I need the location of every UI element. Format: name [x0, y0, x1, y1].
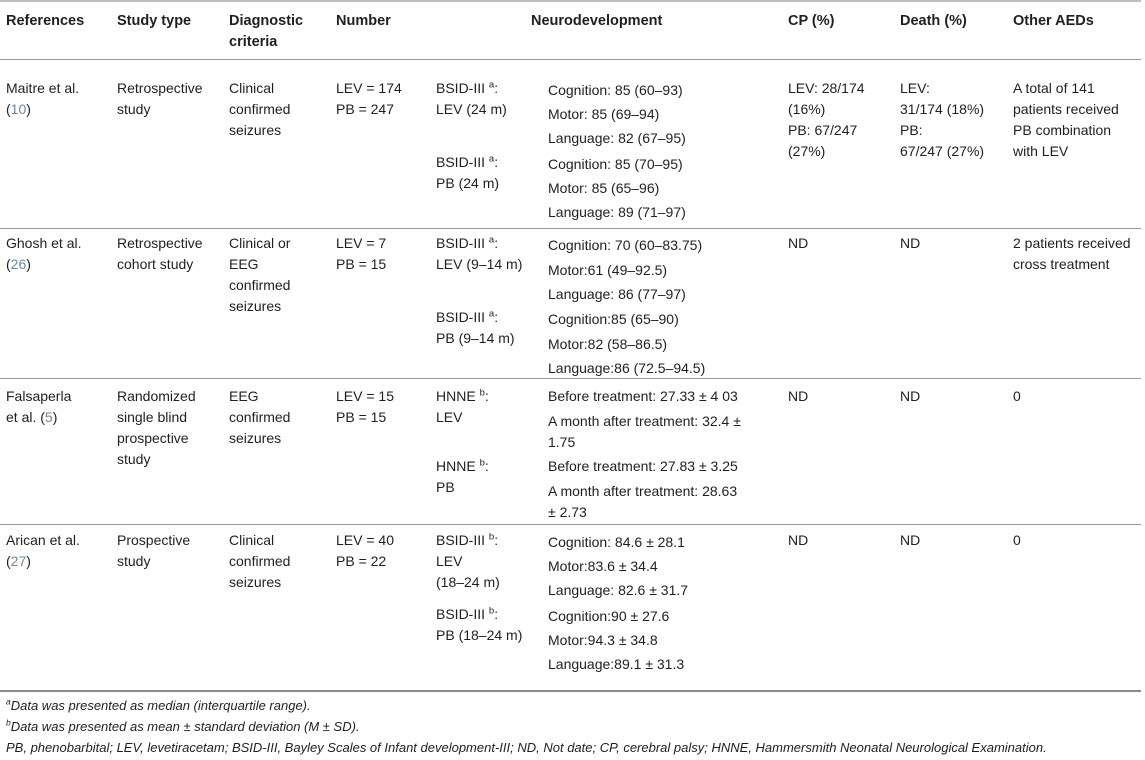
cell-number	[336, 233, 386, 275]
cell-criteria	[229, 233, 290, 317]
footnote-b: $^b$Data was presented as mean ± standard deviation (M ± SD).	[6, 717, 360, 734]
cell-reference	[6, 530, 80, 572]
cell-criteria	[229, 386, 290, 449]
death-line: 67/247 (27%)	[900, 143, 985, 159]
criteria-line: Clinical	[229, 80, 275, 96]
other-line: 2 patients received	[1013, 235, 1131, 251]
outcome-line: Motor:83.6 ± 34.4	[548, 558, 658, 574]
instrument-group: PB (9–14 m)	[436, 330, 515, 346]
outcome-line: Language:89.1 ± 31.3	[548, 656, 685, 672]
criteria-line: EEG	[229, 388, 259, 404]
instrument-label: BSID-III $^b$:	[436, 605, 499, 622]
table-bottom-rule	[0, 690, 1141, 692]
outcome-line: A month after treatment: 28.63	[548, 483, 738, 499]
footnote-a: $^a$Data was presented as median (interquartile range).	[6, 696, 311, 713]
cell-instrument	[436, 307, 515, 349]
header-references: References	[6, 13, 85, 29]
header-diagnostic-line: criteria	[229, 34, 278, 50]
number-line: PB = 15	[336, 256, 387, 272]
cell-instrument	[436, 152, 499, 194]
outcome-line: ± 2.73	[548, 504, 587, 520]
reference-name: Falsaperla	[6, 388, 72, 404]
cell-instrument	[436, 530, 500, 593]
outcome-line: Motor: 85 (65–96)	[548, 180, 660, 196]
cell-outcomes	[548, 78, 686, 150]
criteria-line: seizures	[229, 430, 282, 446]
cell-outcomes	[548, 604, 684, 676]
number-line: PB = 22	[336, 553, 387, 569]
outcome-line: A month after treatment: 32.4 ±	[548, 413, 741, 429]
outcome-line: Motor: 85 (69–94)	[548, 106, 660, 122]
cell-study-type	[117, 233, 203, 275]
cell-instrument	[436, 604, 522, 646]
study-type-line: Retrospective	[117, 80, 203, 96]
outcome-line: Language:86 (72.5–94.5)	[548, 360, 706, 376]
criteria-line: seizures	[229, 298, 282, 314]
criteria-line: Clinical	[229, 532, 275, 548]
cp-line: LEV: 28/174	[788, 80, 865, 96]
cell-outcomes	[548, 386, 741, 453]
death-line: 31/174 (18%)	[900, 101, 985, 117]
outcome-line: Before treatment: 27.83 ± 3.25	[548, 458, 738, 474]
header-death: Death (%)	[900, 13, 967, 29]
outcome-line: Cognition:90 ± 27.6	[548, 608, 670, 624]
cell-reference	[6, 78, 79, 120]
instrument-label: HNNE $^b$:	[436, 387, 489, 404]
outcome-line: Language: 89 (71–97)	[548, 204, 686, 220]
criteria-line: seizures	[229, 122, 282, 138]
cell-other-aeds	[1013, 78, 1119, 162]
outcome-line: Before treatment: 27.33 ± 4 03	[548, 388, 738, 404]
cell-study-type	[117, 78, 203, 120]
study-type-line: study	[117, 451, 151, 467]
cell-cp: ND	[788, 532, 809, 548]
death-line: PB:	[900, 122, 923, 138]
cell-instrument	[436, 78, 507, 120]
header-cp: CP (%)	[788, 13, 835, 29]
cell-outcomes	[548, 530, 688, 602]
reference-name: Maitre et al.	[6, 80, 80, 96]
cell-number	[336, 78, 402, 120]
cell-outcomes	[548, 233, 702, 307]
outcome-line: 1.75	[548, 434, 576, 450]
study-type-line: single blind	[117, 409, 188, 425]
cell-study-type	[117, 386, 196, 470]
citation-number: 5	[44, 409, 53, 425]
header-study-type: Study type	[117, 13, 192, 29]
cp-line: (27%)	[788, 143, 826, 159]
header-diagnostic-criteria	[229, 11, 303, 53]
citation-number: 27	[10, 553, 27, 569]
other-line: PB combination	[1013, 122, 1112, 138]
criteria-line: Clinical or	[229, 235, 291, 251]
study-type-line: Prospective	[117, 532, 191, 548]
study-type-line: study	[117, 553, 151, 569]
outcome-line: Language: 82.6 ± 31.7	[548, 582, 689, 598]
criteria-line: confirmed	[229, 277, 291, 293]
cell-study-type	[117, 530, 190, 572]
cell-cp: ND	[788, 235, 809, 251]
study-type-line: Retrospective	[117, 235, 203, 251]
cell-death: ND	[900, 388, 921, 404]
instrument-group: LEV	[436, 409, 463, 425]
number-line: LEV = 174	[336, 80, 402, 96]
study-type-line: prospective	[117, 430, 189, 446]
study-type-line: study	[117, 101, 151, 117]
cell-other-aeds: 0	[1013, 532, 1021, 548]
header-rule	[0, 59, 1141, 60]
other-line: cross treatment	[1013, 256, 1110, 272]
instrument-group: PB	[436, 479, 455, 495]
reference-citation: et al. (5)	[6, 409, 58, 425]
cell-number	[336, 386, 394, 428]
footnote-abbreviations: PB, phenobarbital; LEV, levetiracetam; BSID-III, Bayley Scales of Infant development-III; ND, Not date; CP, cerebral palsy; HNNE, Hammersmith Neonatal Neurological Examination.	[6, 740, 1047, 755]
instrument-label: HNNE $^b$:	[436, 457, 489, 474]
instrument-label: BSID-III $^a$:	[436, 234, 499, 251]
instrument-label: BSID-III $^a$:	[436, 79, 499, 96]
citation-number: 10	[10, 101, 27, 117]
outcome-line: Cognition: 85 (70–95)	[548, 156, 683, 172]
cell-instrument	[436, 233, 522, 275]
outcome-line: Language: 86 (77–97)	[548, 286, 686, 302]
criteria-line: EEG	[229, 256, 259, 272]
death-line: LEV:	[900, 80, 930, 96]
number-line: LEV = 15	[336, 388, 394, 404]
cp-line: PB: 67/247	[788, 122, 858, 138]
cell-reference	[6, 233, 82, 275]
outcome-line: Motor:94.3 ± 34.8	[548, 632, 658, 648]
number-line: PB = 15	[336, 409, 387, 425]
reference-name: Arican et al.	[6, 532, 80, 548]
cell-outcomes	[548, 456, 738, 523]
row-divider	[0, 228, 1141, 229]
cell-death: ND	[900, 235, 921, 251]
instrument-group: PB (24 m)	[436, 175, 500, 191]
top-rule	[0, 0, 1141, 2]
cell-instrument	[436, 456, 489, 498]
header-other-aeds: Other AEDs	[1013, 13, 1094, 29]
outcome-line: Motor:82 (58–86.5)	[548, 335, 668, 352]
cell-other-aeds	[1013, 233, 1131, 275]
instrument-group: PB (18–24 m)	[436, 627, 523, 643]
other-line: patients received	[1013, 101, 1119, 117]
cell-criteria	[229, 78, 290, 141]
cell-outcomes	[548, 152, 686, 224]
outcome-line: Language: 82 (67–95)	[548, 130, 686, 146]
header-number: Number	[336, 13, 391, 29]
instrument-group: LEV (9–14 m)	[436, 256, 523, 272]
outcome-line: Cognition: 84.6 ± 28.1	[548, 534, 685, 550]
outcome-line: Motor:61 (49–92.5)	[548, 261, 668, 278]
cell-number	[336, 530, 394, 572]
other-line: A total of 141	[1013, 80, 1095, 96]
criteria-line: confirmed	[229, 409, 291, 425]
cell-instrument	[436, 386, 489, 428]
study-type-line: Randomized	[117, 388, 196, 404]
cp-line: (16%)	[788, 101, 826, 117]
citation-number: 26	[10, 256, 27, 272]
header-neurodevelopment: Neurodevelopment	[531, 13, 663, 29]
reference-citation: (26)	[6, 256, 31, 272]
instrument-group: (18–24 m)	[436, 574, 500, 590]
cell-criteria	[229, 530, 290, 593]
cell-death: ND	[900, 532, 921, 548]
header-diagnostic-line: Diagnostic	[229, 13, 304, 29]
cell-outcomes	[548, 307, 705, 381]
reference-name: Ghosh et al.	[6, 235, 82, 251]
instrument-label: BSID-III $^b$:	[436, 531, 499, 548]
criteria-line: confirmed	[229, 553, 291, 569]
cell-cp: ND	[788, 388, 809, 404]
instrument-group: LEV (24 m)	[436, 101, 507, 117]
reference-citation: (10)	[6, 101, 31, 117]
cell-cp	[788, 78, 865, 162]
criteria-line: confirmed	[229, 101, 291, 117]
other-line: with LEV	[1013, 143, 1069, 159]
study-type-line: cohort study	[117, 256, 194, 272]
criteria-line: seizures	[229, 574, 282, 590]
number-line: PB = 247	[336, 101, 394, 117]
outcome-line: Cognition: 70 (60–83.75)	[548, 237, 703, 253]
instrument-group: LEV	[436, 553, 463, 569]
cell-other-aeds: 0	[1013, 388, 1021, 404]
cell-death	[900, 78, 984, 162]
instrument-label: BSID-III $^a$:	[436, 308, 499, 325]
instrument-label: BSID-III $^a$:	[436, 153, 499, 170]
number-line: LEV = 7	[336, 235, 387, 251]
cell-reference	[6, 386, 71, 428]
row-divider	[0, 524, 1141, 525]
outcome-line: Cognition:85 (65–90)	[548, 311, 679, 327]
outcome-line: Cognition: 85 (60–93)	[548, 82, 683, 98]
number-line: LEV = 40	[336, 532, 394, 548]
reference-citation: (27)	[6, 553, 31, 569]
